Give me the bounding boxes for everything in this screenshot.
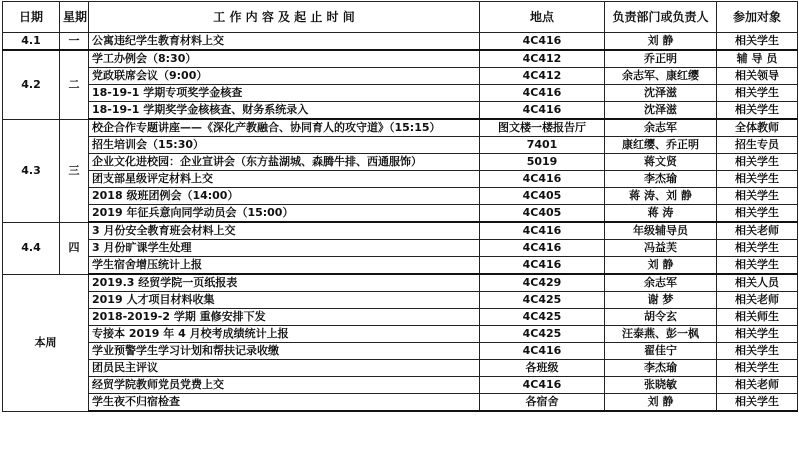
table-row <box>3 309 798 326</box>
content-cell: 18-19-1 学期奖学金核核查、财务系统录入 <box>89 102 480 120</box>
owner-cell: 刘 静 <box>605 33 717 51</box>
table-row <box>3 85 798 102</box>
date-cell: 4.4 <box>3 222 60 274</box>
owner-cell: 张晓敏 <box>605 377 717 394</box>
attendees-cell: 相关师生 <box>717 309 798 326</box>
content-cell: 2019 人才项目材料收集 <box>89 292 480 309</box>
content-cell: 招生培训会（15:30） <box>89 137 480 154</box>
weekday-cell: 一 <box>60 33 89 51</box>
location-cell: 各班级 <box>480 360 605 377</box>
table-row <box>3 154 798 171</box>
table-row <box>3 222 798 240</box>
owner-cell: 蒋 涛、刘 静 <box>605 188 717 205</box>
attendees-cell: 相关学生 <box>717 33 798 51</box>
table-row <box>3 171 798 188</box>
content-cell: 2019.3 经贸学院一页纸报表 <box>89 274 480 292</box>
content-cell: 校企合作专题讲座——《深化产教融合、协同育人的攻守道》（15:15） <box>89 119 480 137</box>
owner-cell: 谢 梦 <box>605 292 717 309</box>
owner-cell: 刘 静 <box>605 394 717 412</box>
attendees-cell: 相关学生 <box>717 205 798 223</box>
content-cell: 公寓违纪学生教育材料上交 <box>89 33 480 51</box>
content-cell: 3 月份安全教育班会材料上交 <box>89 222 480 240</box>
date-cell: 本周 <box>3 274 89 411</box>
location-cell: 4C416 <box>480 102 605 120</box>
table-row <box>3 257 798 275</box>
table-row <box>3 274 798 292</box>
content-cell: 学生夜不归宿检查 <box>89 394 480 412</box>
weekday-cell: 三 <box>60 119 89 222</box>
content-cell: 学工办例会（8:30） <box>89 50 480 68</box>
attendees-cell: 相关学生 <box>717 171 798 188</box>
content-cell: 2018-2019-2 学期 重修安排下发 <box>89 309 480 326</box>
date-cell: 4.3 <box>3 119 60 222</box>
location-cell: 4C416 <box>480 343 605 360</box>
table-row <box>3 343 798 360</box>
table-row <box>3 119 798 137</box>
content-cell: 党政联席会议（9:00） <box>89 68 480 85</box>
owner-cell: 乔正明 <box>605 50 717 68</box>
attendees-cell: 相关学生 <box>717 343 798 360</box>
header-content: 工 作 内 容 及 起 止 时 间 <box>89 2 480 33</box>
owner-cell: 康红缨、乔正明 <box>605 137 717 154</box>
owner-cell: 余志军 <box>605 119 717 137</box>
location-cell: 4C412 <box>480 68 605 85</box>
owner-cell: 余志军 <box>605 274 717 292</box>
location-cell: 4C405 <box>480 205 605 223</box>
header-date: 日期 <box>3 2 60 33</box>
table-row <box>3 102 798 120</box>
location-cell: 4C429 <box>480 274 605 292</box>
header-location: 地点 <box>480 2 605 33</box>
table-row <box>3 33 798 51</box>
content-cell: 学生宿舍增压统计上报 <box>89 257 480 275</box>
table-row <box>3 205 798 223</box>
schedule-body <box>3 33 798 412</box>
location-cell: 4C416 <box>480 222 605 240</box>
content-cell: 企业文化进校园：企业宣讲会（东方盐湖城、森腾牛排、西通服饰） <box>89 154 480 171</box>
owner-cell: 年级辅导员 <box>605 222 717 240</box>
table-row <box>3 326 798 343</box>
attendees-cell: 相关学生 <box>717 102 798 120</box>
location-cell: 4C425 <box>480 309 605 326</box>
header-owner: 负责部门或负责人 <box>605 2 717 33</box>
attendees-cell: 招生专员 <box>717 137 798 154</box>
table-row <box>3 68 798 85</box>
owner-cell: 蒋 涛 <box>605 205 717 223</box>
content-cell: 团员民主评议 <box>89 360 480 377</box>
date-cell: 4.1 <box>3 33 60 51</box>
header-row <box>3 2 798 33</box>
location-cell: 5019 <box>480 154 605 171</box>
owner-cell: 李杰瑜 <box>605 171 717 188</box>
header-attendees: 参加对象 <box>717 2 798 33</box>
table-row <box>3 188 798 205</box>
owner-cell: 沈泽滋 <box>605 102 717 120</box>
content-cell: 经贸学院教师党员党费上交 <box>89 377 480 394</box>
table-row <box>3 360 798 377</box>
attendees-cell: 相关领导 <box>717 68 798 85</box>
location-cell: 4C405 <box>480 188 605 205</box>
table-row <box>3 137 798 154</box>
location-cell: 各宿舍 <box>480 394 605 412</box>
owner-cell: 汪泰燕、彭一枫 <box>605 326 717 343</box>
table-row <box>3 240 798 257</box>
location-cell: 4C425 <box>480 326 605 343</box>
schedule-table <box>2 1 798 412</box>
owner-cell: 李杰瑜 <box>605 360 717 377</box>
date-cell: 4.2 <box>3 50 60 119</box>
location-cell: 4C425 <box>480 292 605 309</box>
attendees-cell: 辅 导 员 <box>717 50 798 68</box>
attendees-cell: 相关学生 <box>717 360 798 377</box>
owner-cell: 胡令玄 <box>605 309 717 326</box>
table-row <box>3 377 798 394</box>
attendees-cell: 相关学生 <box>717 154 798 171</box>
table-row <box>3 292 798 309</box>
attendees-cell: 相关学生 <box>717 240 798 257</box>
location-cell: 4C416 <box>480 85 605 102</box>
owner-cell: 冯益芙 <box>605 240 717 257</box>
content-cell: 2018 级班团例会（14:00） <box>89 188 480 205</box>
content-cell: 团支部星级评定材料上交 <box>89 171 480 188</box>
location-cell: 4C416 <box>480 377 605 394</box>
content-cell: 18-19-1 学期专项奖学金核查 <box>89 85 480 102</box>
owner-cell: 刘 静 <box>605 257 717 275</box>
attendees-cell: 相关老师 <box>717 222 798 240</box>
location-cell: 7401 <box>480 137 605 154</box>
table-row <box>3 50 798 68</box>
content-cell: 学业预警学生学习计划和帮扶记录收缴 <box>89 343 480 360</box>
location-cell: 4C416 <box>480 33 605 51</box>
location-cell: 4C416 <box>480 257 605 275</box>
owner-cell: 翟佳宁 <box>605 343 717 360</box>
attendees-cell: 相关学生 <box>717 188 798 205</box>
content-cell: 2019 年征兵意向同学动员会（15:00） <box>89 205 480 223</box>
attendees-cell: 全体教师 <box>717 119 798 137</box>
weekday-cell: 二 <box>60 50 89 119</box>
owner-cell: 沈泽滋 <box>605 85 717 102</box>
attendees-cell: 相关老师 <box>717 292 798 309</box>
owner-cell: 余志军、康红缨 <box>605 68 717 85</box>
owner-cell: 蒋文贤 <box>605 154 717 171</box>
content-cell: 专接本 2019 年 4 月校考成绩统计上报 <box>89 326 480 343</box>
table-row <box>3 394 798 412</box>
attendees-cell: 相关人员 <box>717 274 798 292</box>
location-cell: 图文楼一楼报告厅 <box>480 119 605 137</box>
attendees-cell: 相关学生 <box>717 85 798 102</box>
header-weekday: 星期 <box>60 2 89 33</box>
content-cell: 3 月份旷课学生处理 <box>89 240 480 257</box>
location-cell: 4C412 <box>480 50 605 68</box>
weekday-cell: 四 <box>60 222 89 274</box>
attendees-cell: 相关学生 <box>717 257 798 275</box>
location-cell: 4C416 <box>480 171 605 188</box>
attendees-cell: 相关学生 <box>717 326 798 343</box>
location-cell: 4C416 <box>480 240 605 257</box>
attendees-cell: 相关学生 <box>717 394 798 412</box>
attendees-cell: 相关老师 <box>717 377 798 394</box>
